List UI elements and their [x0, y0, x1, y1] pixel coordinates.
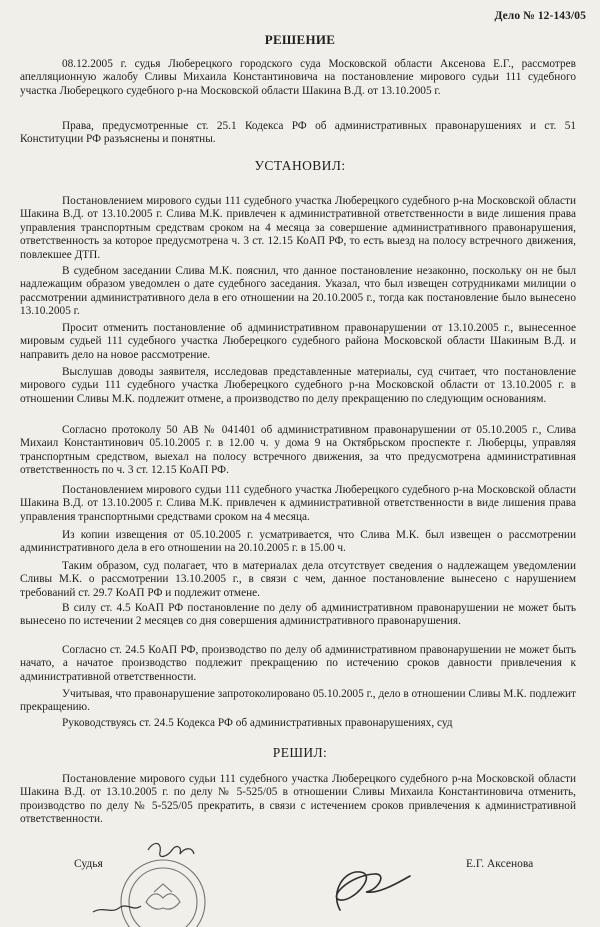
body-paragraph: Согласно протоколу 50 АВ № 041401 об административном правонарушении от 05.10.2005 г., Слива Михаил Константинович 05.10.2005 г. в 12.00 ч. у дома 9 на Октябрьском проспекте г. Люберцы, управляя транспортным средством, выехал на полосу встречного движения, за что предусмотрена административная ответственность по ч. 3 ст. 12.15 КоАП РФ.	[20, 424, 576, 477]
document-title: РЕШЕНИЕ	[264, 32, 336, 47]
body-paragraph: Просит отменить постановление об административном правонарушении от 13.10.2005 г., вынесенное мировым судьей 111 судебного участка Люберецкого судебного района Московской области Шакиным В.Д. и направить дело на новое рассмотрение.	[20, 322, 576, 361]
intro-paragraph: 08.12.2005 г. судья Люберецкого городского суда Московской области Аксенова Е.Г., рассмотрев апелляционную жалобу Сливы Михаила Константиновича на постановление мирового судьи 111 судебного участка Люберецкого судебного р-на Московской области Шакина В.Д. от 13.10.2005 г.	[20, 58, 576, 97]
decided-heading: РЕШИЛ:	[272, 745, 328, 760]
decision-paragraph: Постановление мирового судьи 111 судебного участка Люберецкого судебного р-на Московской области Шакина В.Д. от 13.10.2005 г. по делу № 5-525/05 в отношении Сливы Михаила Константиновича отменить, производство по делу № 5-525/05 прекратить, в связи с истечением сроков привлечения к административной ответственности.	[20, 773, 576, 826]
body-paragraph: В судебном заседании Слива М.К. пояснил, что данное постановление незаконно, поскольку он не был надлежащим образом уведомлен о дате судебного заседания. Указал, что был извещен сотрудниками милиции о рассмотрении административного дела в его отношении на 20.10.2005 г., тогда как постановление было вынесено 13.10.2005 г.	[20, 265, 576, 318]
judge-name: Е.Г. Аксенова	[466, 858, 534, 870]
body-paragraph: Таким образом, суд полагает, что в материалах дела отсутствует сведения о надлежащем уведомлении Сливы М.К. о рассмотрении 13.10.2005 г., в связи с чем, данное постановление вынесено с нарушением требований ст. 29.7 КоАП РФ и подлежит отмене.	[20, 560, 576, 599]
intro-paragraph: Права, предусмотренные ст. 25.1 Кодекса РФ об административных правонарушениях и ст. 51 Конституции РФ разъяснены и понятны.	[20, 120, 576, 146]
body-paragraph: Постановлением мирового судьи 111 судебного участка Люберецкого судебного р-на Московской области Шакина В.Д. от 13.10.2005 г. Слива М.К. привлечен к административной ответственности в виде лишения права управления транспортным средствам сроком на 4 месяца за совершение административного правонарушения, ответственность за которое предусмотрена ч. 3 ст. 12.15 КоАП РФ, то есть выезд на полосу встречного движения, повлекшее ДТП.	[20, 195, 576, 261]
body-paragraph: Согласно ст. 24.5 КоАП РФ, производство по делу об административном правонарушении не может быть начато, а начатое производство подлежит прекращению по истечению сроков давности привлечения к административной ответственности.	[20, 644, 576, 683]
court-stamp	[88, 832, 238, 927]
judge-signature	[300, 848, 420, 917]
body-paragraph: Руководствуясь ст. 24.5 Кодекса РФ об административных правонарушениях, суд	[62, 717, 453, 729]
body-paragraph: Из копии извещения от 05.10.2005 г. усматривается, что Слива М.К. был извещен о рассмотрении административного дела в его отношении на 20.10.2005 г. в 15.00 ч.	[20, 529, 576, 555]
body-paragraph: В силу ст. 4.5 КоАП РФ постановление по делу об административном правонарушении не может быть вынесено по истечении 2 месяцев со дня совершения административного правонарушения.	[20, 602, 576, 628]
judge-label: Судья	[74, 858, 103, 870]
established-heading: УСТАНОВИЛ:	[254, 158, 346, 173]
case-number: Дело № 12-143/05	[494, 10, 586, 22]
body-paragraph: Выслушав доводы заявителя, исследовав представленные материалы, суд считает, что постановление мирового судьи 111 судебного участка Люберецкого судебного р-на Московской области от 13.10.2005 г. в отношении Сливы М.К. подлежит отмене, а производство по делу прекращению по следующим основаниям.	[20, 366, 576, 405]
body-paragraph: Постановлением мирового судьи 111 судебного участка Люберецкого судебного р-на Московской области Шакина В.Д. от 13.10.2005 г. Слива М.К. привлечен к административной ответственности в виде лишения права управления транспортными средствами сроком на 4 месяца.	[20, 484, 576, 523]
body-paragraph: Учитывая, что правонарушение запротоколировано 05.10.2005 г., дело в отношении Сливы М.К. подлежит прекращению.	[20, 688, 576, 714]
